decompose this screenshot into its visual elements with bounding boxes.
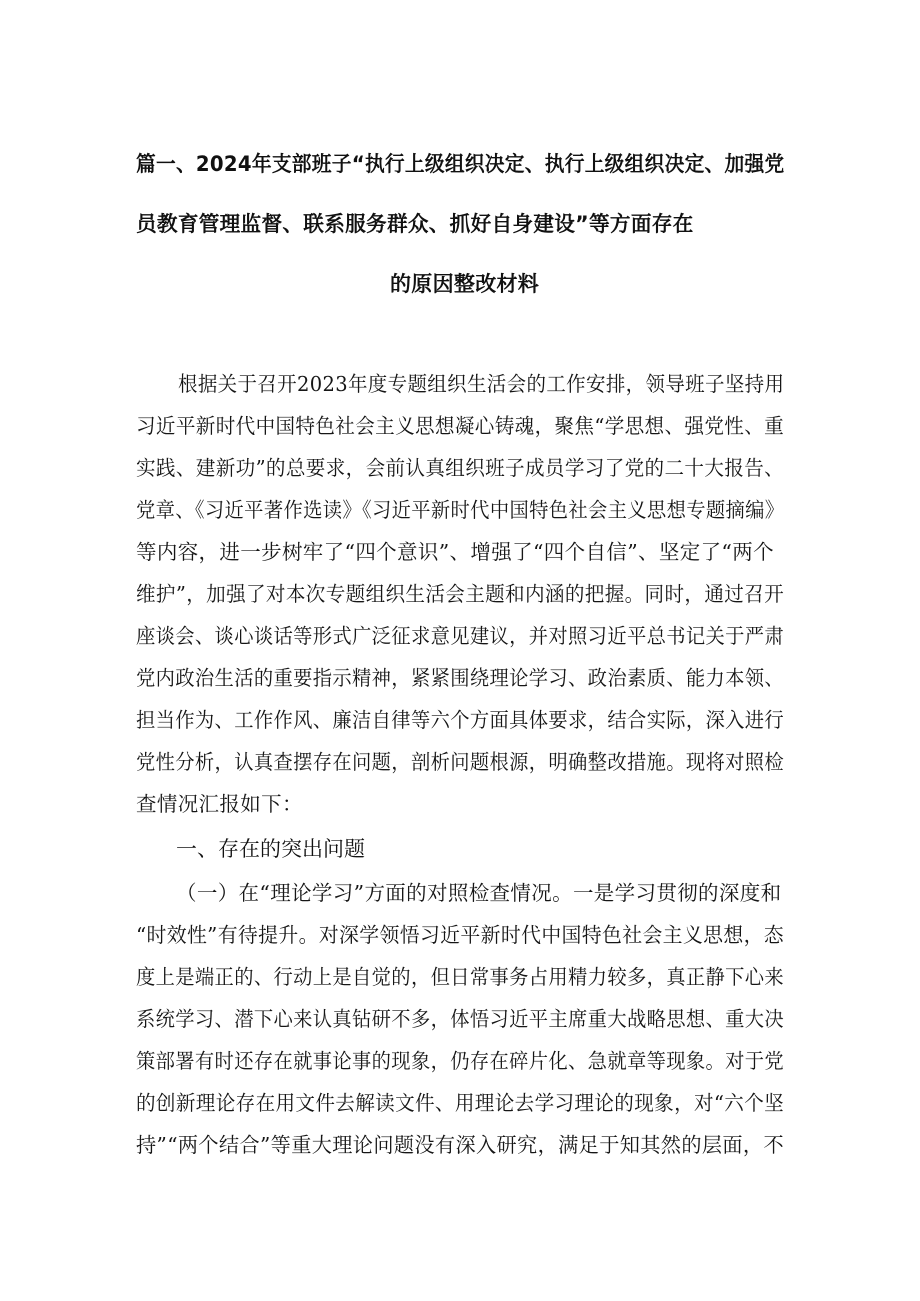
intro-line: 党内政治生活的重要指示精神，紧紧围绕理论学习、政治素质、能力本领、 [136, 666, 785, 690]
section-line: 系统学习、潜下心来认真钻研不多，体悟习近平主席重大战略思想、重大决 [136, 1007, 785, 1031]
intro-line: 担当作为、工作作风、廉洁自律等六个方面具体要求，结合实际，深入进行 [136, 708, 785, 732]
section-line: 度上是端正的、行动上是自觉的，但日常事务占用精力较多，真正静下心来 [136, 965, 785, 989]
section-line: 持”“两个结合”等重大理论问题没有深入研究，满足于知其然的层面，不 [136, 1133, 784, 1157]
section-line: “时效性”有待提升。对深学领悟习近平新时代中国特色社会主义思想，态 [136, 923, 785, 947]
document-title-line-2: 员教育管理监督、联系服务群众、抓好自身建设”等方面存在 [136, 212, 694, 236]
document-title-line-1: 篇一、2024年支部班子“执行上级组织决定、执行上级组织决定、加强党 [136, 152, 785, 176]
intro-line: 维护”，加强了对本次专题组织生活会主题和内涵的把握。同时，通过召开 [136, 582, 785, 606]
intro-line: 根据关于召开2023年度专题组织生活会的工作安排，领导班子坚持用 [178, 372, 785, 396]
document-title-line-3: 的原因整改材料 [390, 272, 540, 296]
intro-line: 党章、《习近平著作选读》《习近平新时代中国特色社会主义思想专题摘编》 [136, 498, 785, 522]
intro-line: 实践、建新功”的总要求，会前认真组织班子成员学习了党的二十大报告、 [136, 456, 785, 480]
section-heading: 一、存在的突出问题 [176, 837, 365, 861]
section-line: 的创新理论存在用文件去解读文件、用理论去学习理论的现象，对“六个坚 [136, 1091, 785, 1115]
intro-line: 查情况汇报如下： [136, 792, 303, 816]
intro-line: 座谈会、谈心谈话等形式广泛征求意见建议，并对照习近平总书记关于严肃 [136, 624, 785, 648]
intro-line: 等内容，进一步树牢了“四个意识”、增强了“四个自信”、坚定了“两个 [136, 540, 774, 564]
intro-line: 党性分析，认真查摆存在问题，剖析问题根源，明确整改措施。现将对照检 [136, 750, 785, 774]
intro-line: 习近平新时代中国特色社会主义思想凝心铸魂，聚焦“学思想、强党性、重 [136, 414, 785, 438]
section-line: 策部署有时还存在就事论事的现象，仍存在碎片化、急就章等现象。对于党 [136, 1049, 785, 1073]
section-line: （一）在“理论学习”方面的对照检查情况。一是学习贯彻的深度和 [176, 881, 782, 905]
